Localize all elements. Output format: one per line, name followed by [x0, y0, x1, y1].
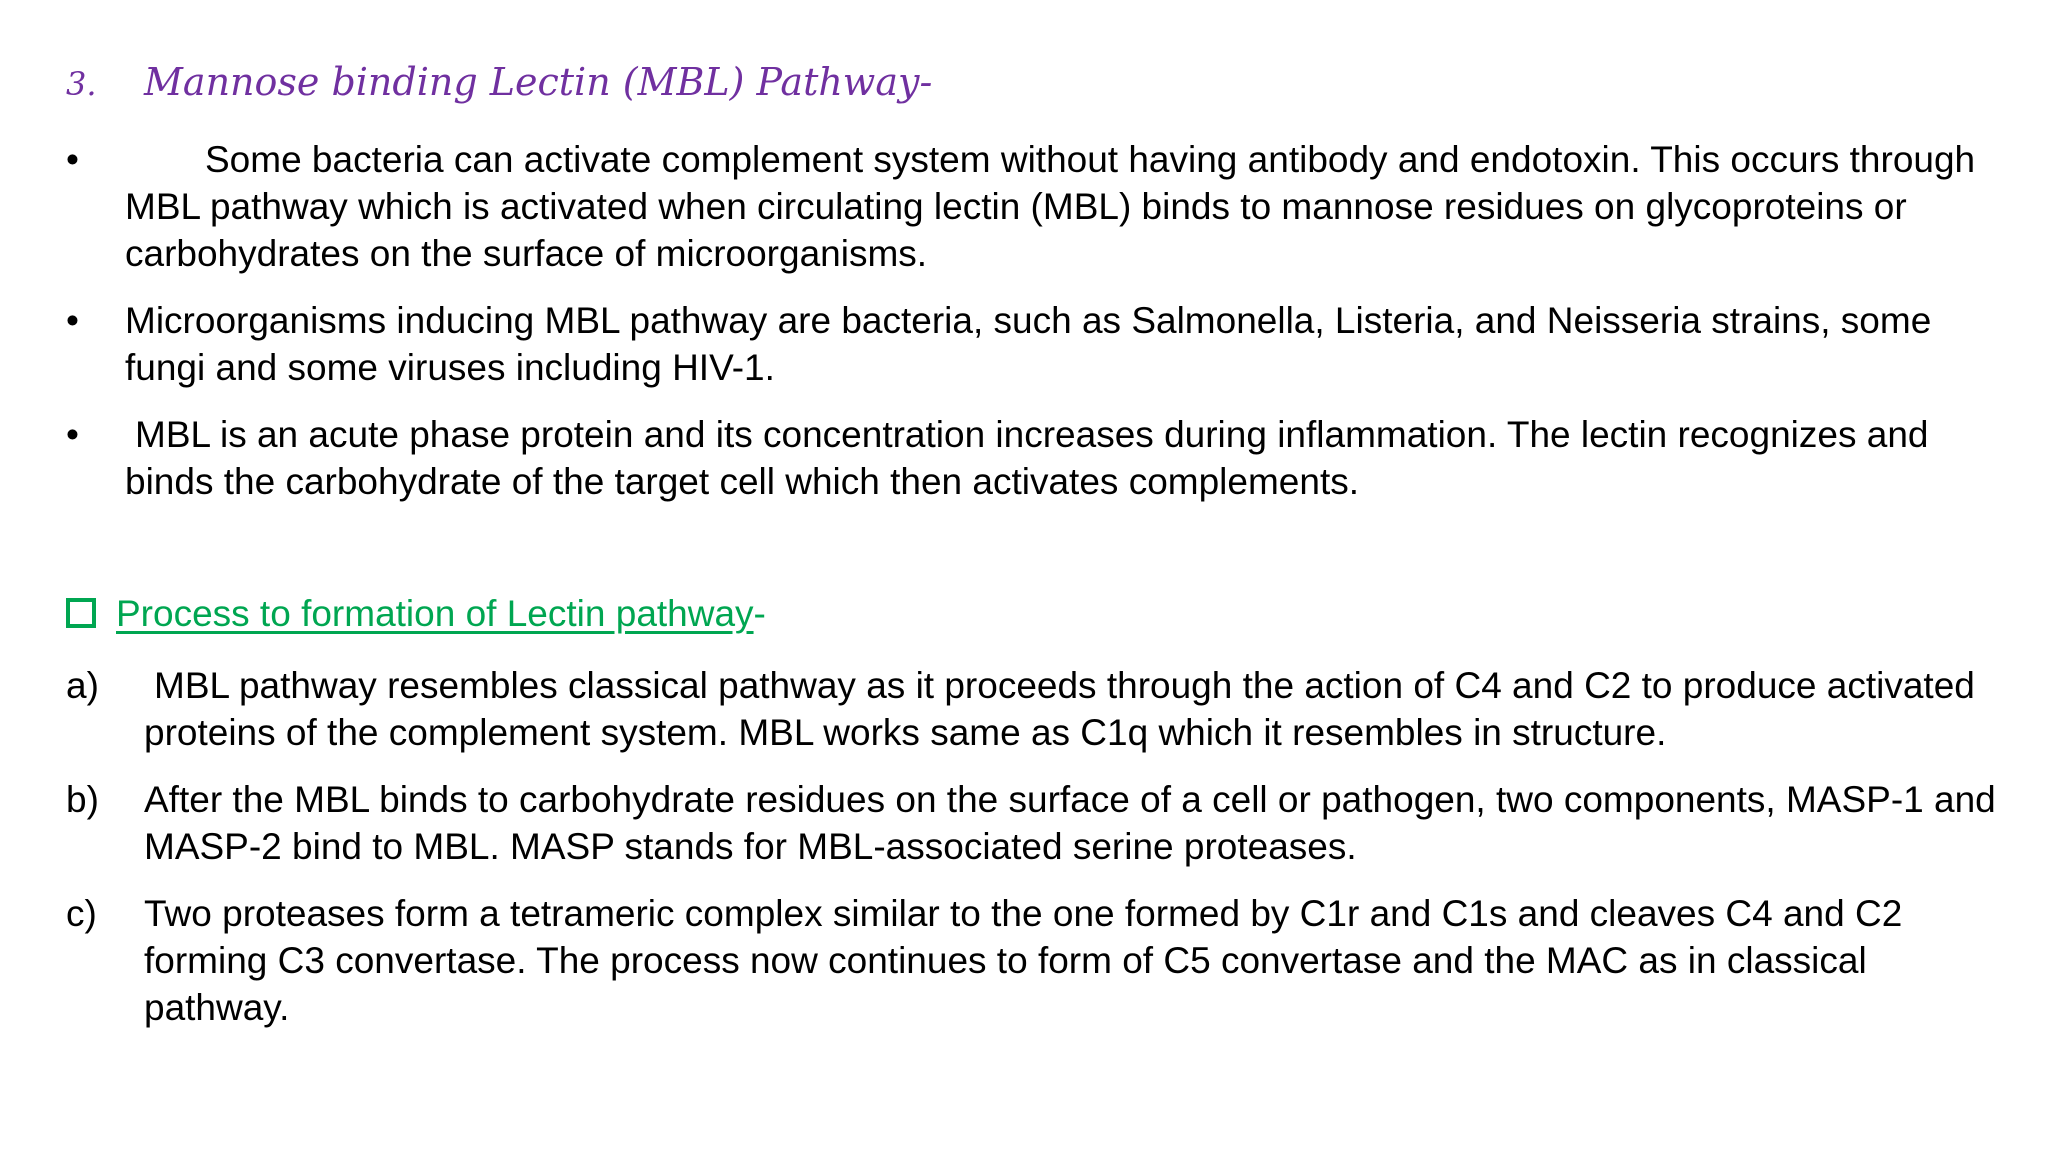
- checkbox-bullet-icon: [66, 598, 96, 628]
- heading-title: Mannose binding Lectin (MBL) Pathway-: [144, 60, 933, 104]
- bullet-dot-icon: •: [66, 139, 79, 180]
- process-subheading-suffix: -: [753, 593, 766, 634]
- step-item: [66, 662, 2006, 756]
- step-marker: c): [66, 893, 97, 934]
- bullet-list: [66, 136, 1986, 525]
- step-marker: b): [66, 779, 99, 820]
- bullet-item: [66, 136, 1986, 277]
- heading-number: 3.: [66, 65, 97, 103]
- bullet-dot-icon: •: [66, 414, 79, 455]
- process-subheading: [66, 590, 766, 637]
- process-subheading-label: Process to formation of Lectin pathway: [116, 593, 754, 634]
- step-item: [66, 890, 2006, 1031]
- bullet-item: [66, 411, 1986, 505]
- bullet-text: Microorganisms inducing MBL pathway are bacteria, such as Salmonella, Listeria, and Neisseria strains, some fungi and some viruses including HIV-1.: [125, 300, 1932, 388]
- slide-heading: [66, 60, 932, 104]
- bullet-text: MBL is an acute phase protein and its concentration increases during inflammation. The lectin recognizes and binds the carbohydrate of the target cell which then activates complements.: [125, 414, 1929, 502]
- bullet-item: [66, 297, 1986, 391]
- bullet-dot-icon: •: [66, 300, 79, 341]
- process-steps: [66, 662, 2006, 1051]
- step-text: After the MBL binds to carbohydrate residues on the surface of a cell or pathogen, two components, MASP-1 and MASP-2 bind to MBL. MASP stands for MBL-associated serine proteases.: [144, 779, 1996, 867]
- step-item: [66, 776, 2006, 870]
- step-text: MBL pathway resembles classical pathway as it proceeds through the action of C4 and C2 to produce activated proteins of the complement system. MBL works same as C1q which it resembles in structure.: [144, 665, 1975, 753]
- bullet-text: Some bacteria can activate complement system without having antibody and endotoxin. This occurs through MBL pathway which is activated when circulating lectin (MBL) binds to mannose residues on glycoproteins or carbohydrates on the surface of microorganisms.: [125, 139, 1976, 274]
- step-text: Two proteases form a tetrameric complex similar to the one formed by C1r and C1s and cleaves C4 and C2 forming C3 convertase. The process now continues to form of C5 convertase and the MAC as in classical pathway.: [144, 893, 1903, 1028]
- step-marker: a): [66, 665, 99, 706]
